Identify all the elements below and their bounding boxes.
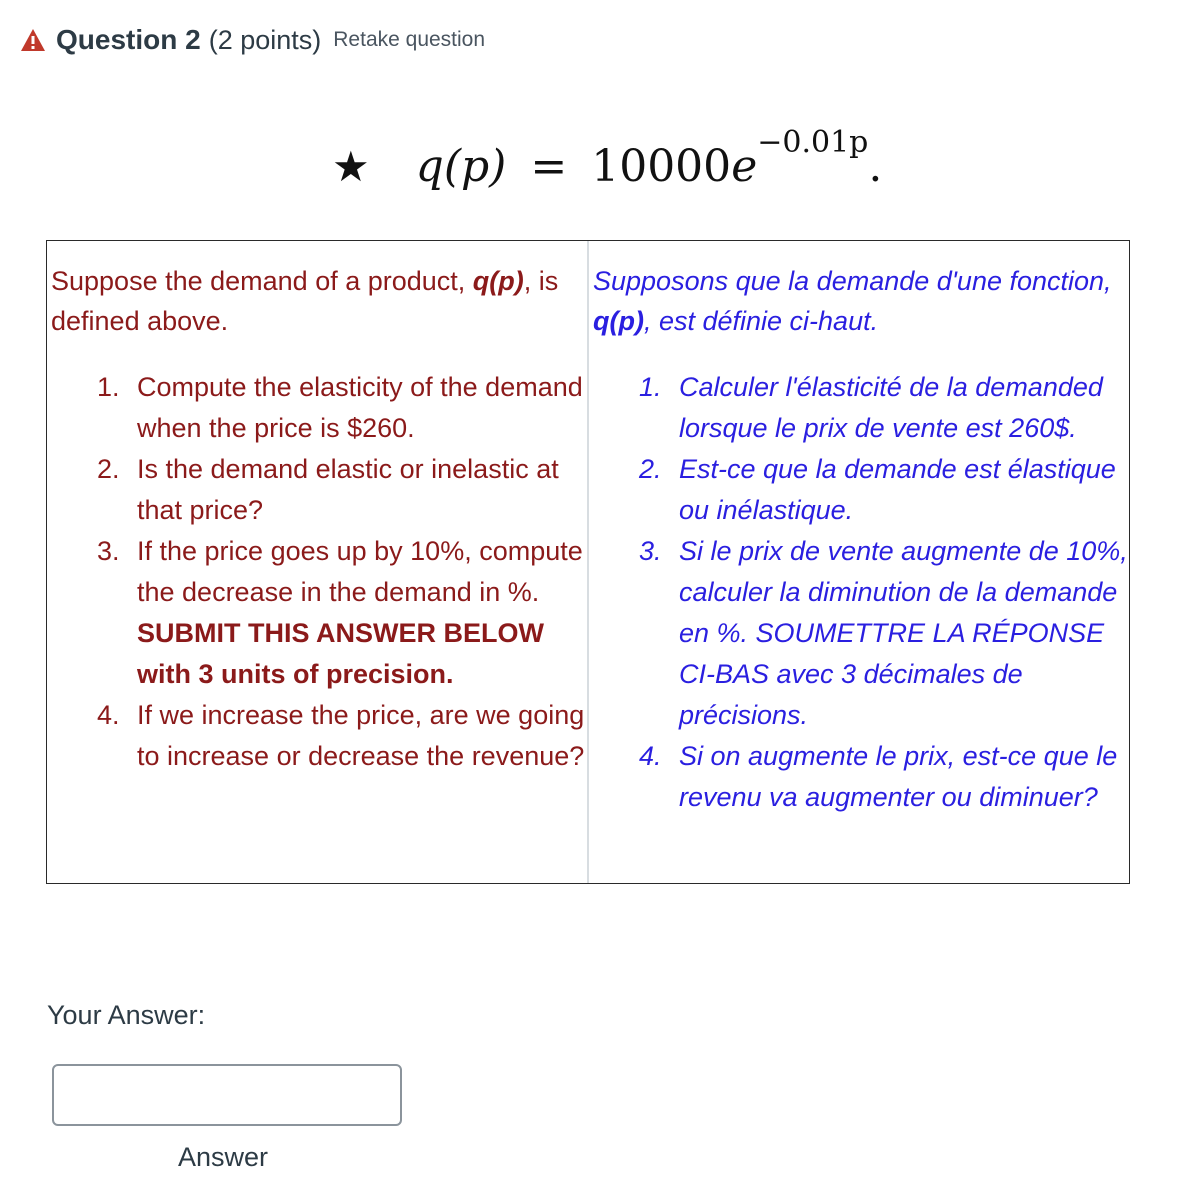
- question-table: [46, 240, 1130, 884]
- formula-coefficient: 10000: [591, 141, 732, 192]
- question-points: (2 points): [208, 24, 322, 55]
- formula-exponent: −0.01p: [757, 125, 869, 160]
- french-column: [589, 241, 1129, 883]
- retake-question-link[interactable]: Retake question: [333, 28, 486, 51]
- star-icon: ★: [332, 142, 370, 191]
- list-item: 3. Si le prix de vente augmente de 10%, calculer la diminution de la demande en %. SOUMETTRE LA RÉPONSE CI-BAS avec 3 décimales de précisions.: [639, 536, 1128, 730]
- answer-input[interactable]: [52, 1064, 402, 1126]
- list-item: 3. If the price goes up by 10%, compute the decrease in the demand in %. SUBMIT THIS ANSWER BELOW with 3 units of precision.: [97, 536, 583, 689]
- list-item: 4. If we increase the price, are we going to increase or decrease the revenue?: [97, 700, 585, 771]
- formula-equals: =: [530, 141, 568, 192]
- answer-label: Your Answer:: [47, 1000, 206, 1030]
- list-item: 4. Si on augmente le prix, est-ce que le revenu va augmenter ou diminuer?: [639, 741, 1118, 812]
- english-column: [47, 241, 589, 883]
- warning-icon: [20, 28, 46, 52]
- list-item: 2. Est-ce que la demande est élastique ou inélastique.: [639, 454, 1116, 525]
- english-question-list: [97, 367, 587, 777]
- formula-terminator: .: [868, 141, 883, 192]
- formula-base: e: [731, 141, 758, 192]
- english-intro: Suppose the demand of a product, q(p), is defined above.: [51, 266, 559, 336]
- question-title: Question 2: [56, 24, 201, 55]
- list-item: 1. Calculer l'élasticité de la demanded lorsque le prix de vente est 260$.: [639, 372, 1103, 443]
- formula-lhs: q(p): [415, 141, 507, 192]
- list-item: 1. Compute the elasticity of the demand when the price is $260.: [97, 372, 583, 443]
- french-question-list: [639, 367, 1129, 818]
- list-item: 2. Is the demand elastic or inelastic at that price?: [97, 454, 559, 525]
- question-header: [20, 20, 485, 60]
- answer-caption: Answer: [178, 1142, 269, 1172]
- french-intro: Supposons que la demande d'une fonction, q(p), est définie ci-haut.: [593, 266, 1112, 336]
- demand-formula: [332, 125, 883, 202]
